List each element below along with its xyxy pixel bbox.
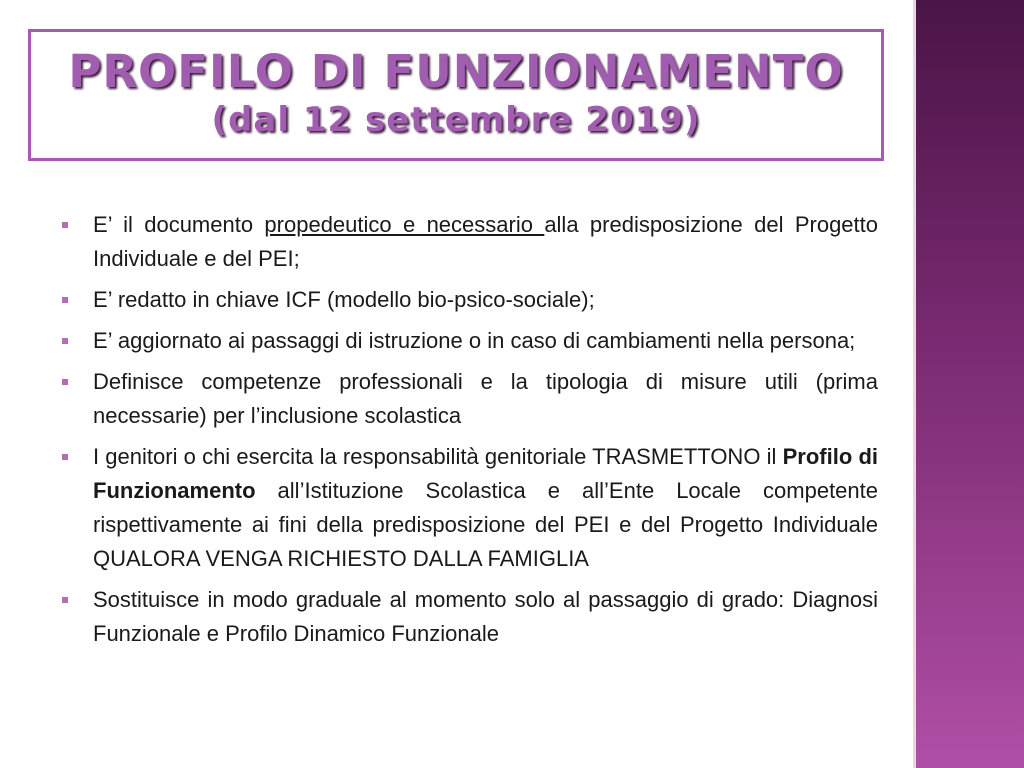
bullet-text-5-bold: Profilo di Funzionamento [93, 444, 878, 503]
bullet-item-4 [58, 365, 878, 433]
bullet-text-6: Sostituisce in modo graduale al momento solo al passaggio di grado: Diagnosi Funzionale e Profilo Dinamico Funzionale [93, 587, 878, 646]
bullet-text-3: E’ aggiornato ai passaggi di istruzione o in caso di cambiamenti nella persona; [93, 328, 856, 353]
bullet-text-5-post: all’Istituzione Scolastica e all’Ente Locale competente rispettivamente ai fini della predisposizione del PEI e del Progetto Individuale QUALORA VENGA RICHIESTO DALLA FAMIGLIA [93, 478, 878, 571]
square-bullet-icon [62, 338, 68, 344]
bullet-item-5 [58, 440, 878, 576]
bullet-text-1-pre: E’ il documento [93, 212, 265, 237]
square-bullet-icon [62, 597, 68, 603]
bullet-text-1-underlined: propedeutico e necessario [264, 212, 545, 237]
bullet-text-5-pre: I genitori o chi esercita la responsabilità genitoriale TRASMETTONO il [93, 444, 783, 469]
square-bullet-icon [62, 297, 68, 303]
square-bullet-icon [62, 222, 68, 228]
bullet-text-2: E’ redatto in chiave ICF (modello bio-psico-sociale); [93, 287, 595, 312]
bullet-item-1 [58, 208, 878, 276]
content-area [58, 208, 878, 658]
bullet-text-4: Definisce competenze professionali e la tipologia di misure utili (prima necessarie) per l’inclusione scolastica [93, 369, 878, 428]
square-bullet-icon [62, 379, 68, 385]
bullet-item-3 [58, 324, 878, 358]
slide-title: PROFILO DI FUNZIONAMENTO [68, 45, 844, 98]
title-frame [28, 29, 884, 161]
bullet-item-2 [58, 283, 878, 317]
bullet-item-6 [58, 583, 878, 651]
bullet-text-1-post: alla predisposizione del Progetto Individuale e del PEI; [93, 212, 879, 271]
decorative-side-band [913, 0, 1024, 768]
slide-subtitle: (dal 12 settembre 2019) [211, 100, 701, 140]
square-bullet-icon [62, 454, 68, 460]
bullet-list [58, 208, 878, 651]
